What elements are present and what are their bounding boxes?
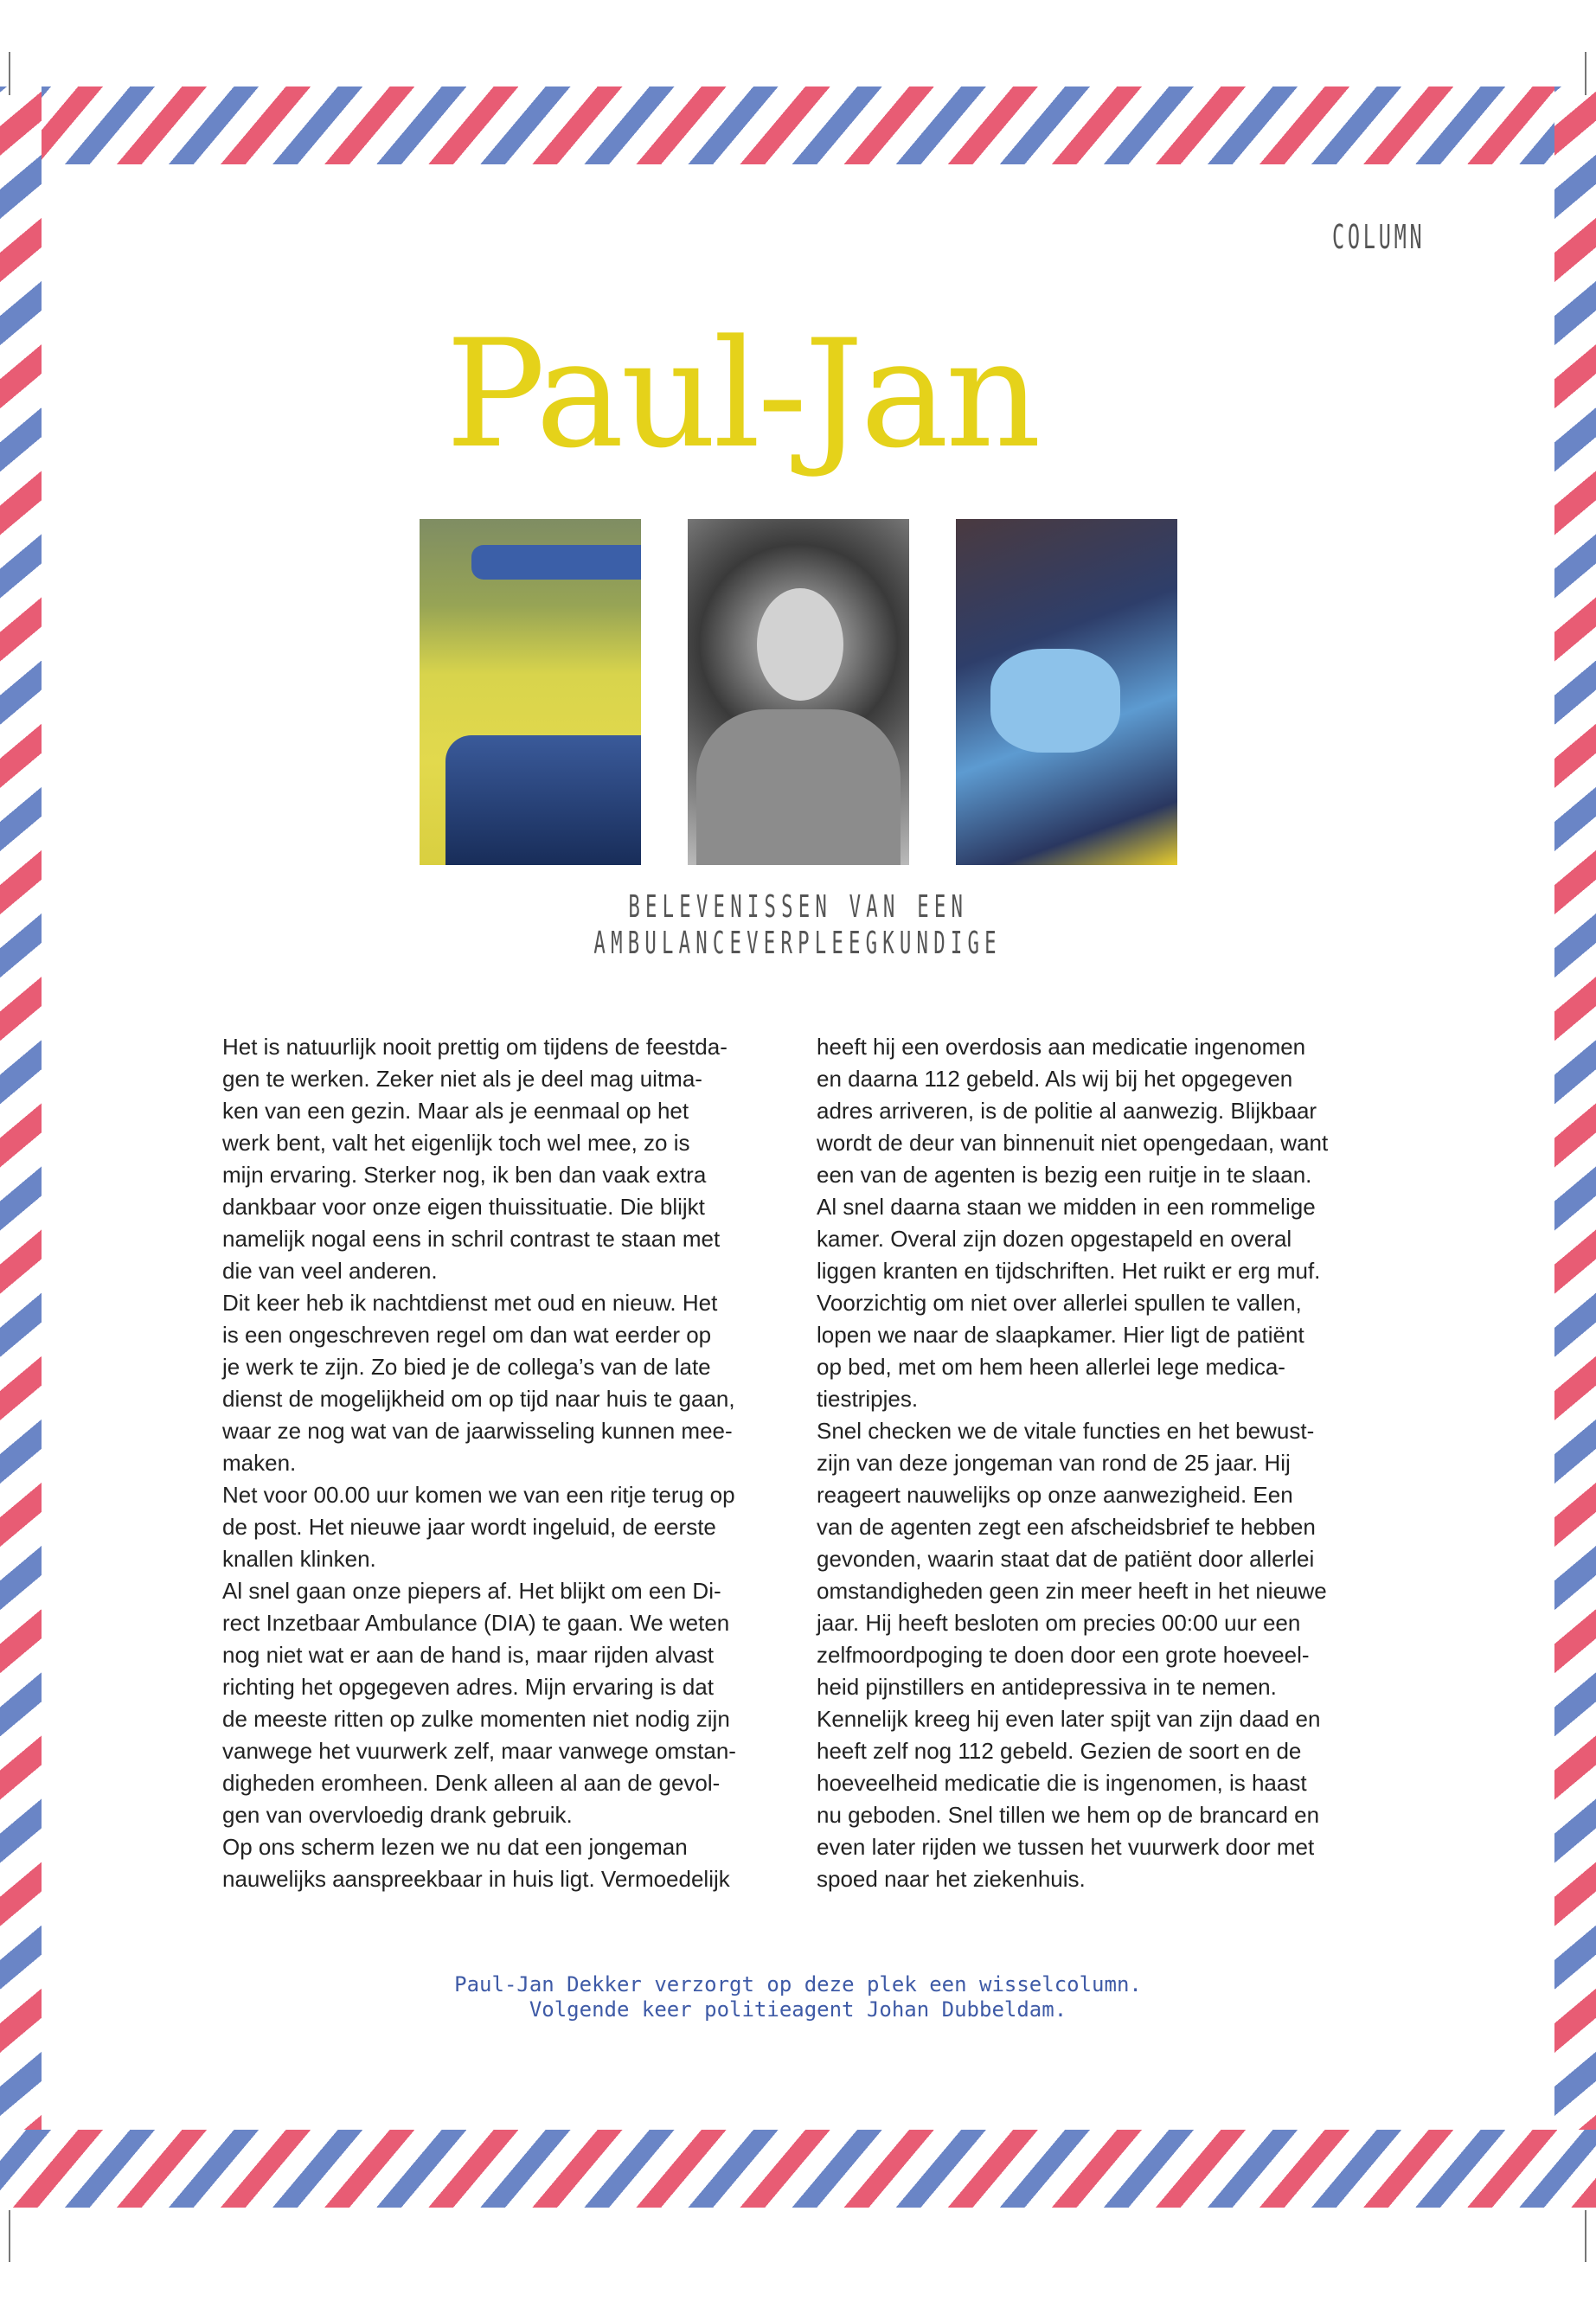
article-line: heeft hij een overdosis aan medicatie ingenomen: [817, 1034, 1306, 1060]
article-line: Het is natuurlijk nooit prettig om tijdens de feestda-: [222, 1034, 727, 1060]
article-line: Op ons scherm lezen we nu dat een jongeman: [222, 1834, 688, 1860]
article-line: hoeveelheid medicatie die is ingenomen, is haast: [817, 1770, 1307, 1796]
article-line: kamer. Overal zijn dozen opgestapeld en overal: [817, 1226, 1292, 1252]
footer-line: Paul-Jan Dekker verzorgt op deze plek een wisselcolumn.: [454, 1972, 1142, 1997]
article-line: Dit keer heb ik nachtdienst met oud en nieuw. Het: [222, 1290, 718, 1316]
article-line: nog niet wat er aan de hand is, maar rijden alvast: [222, 1642, 715, 1668]
portrait-photo: [688, 519, 909, 865]
subtitle-line: BELEVENISSEN VAN EEN: [628, 889, 968, 925]
article-line: digheden eromheen. Denk alleen al aan de gevol-: [222, 1770, 721, 1796]
section-label: COLUMN: [1332, 218, 1426, 256]
article-line: heeft zelf nog 112 gebeld. Gezien de soort en de: [817, 1738, 1302, 1764]
ambulance-windshield: [445, 735, 641, 865]
article-line: wordt de deur van binnenuit niet opengedaan, want: [817, 1130, 1329, 1156]
article-line: Kennelijk kreeg hij even later spijt van zijn daad en: [817, 1706, 1321, 1732]
article-line: een van de agenten is bezig een ruitje in te slaan.: [817, 1162, 1312, 1188]
article-line: de meeste ritten op zulke momenten niet nodig zijn: [222, 1706, 730, 1732]
article-column-left: [222, 1031, 776, 1895]
article-line: van de agenten zegt een afscheidsbrief te hebben: [817, 1514, 1316, 1540]
border-stripe-bottom: [0, 2130, 1596, 2208]
article-line: Net voor 00.00 uur komen we van een ritje terug op: [222, 1482, 735, 1508]
article-line: tiestripjes.: [817, 1386, 919, 1412]
crop-mark: [1585, 2210, 1586, 2262]
ambulance-lightbar: [471, 545, 641, 580]
portrait-jacket: [696, 709, 901, 865]
article-line: gen te werken. Zeker niet als je deel mag uitma-: [222, 1066, 702, 1092]
portrait-face: [757, 588, 843, 701]
article-line: maken.: [222, 1450, 297, 1476]
article-line: namelijk nogal eens in schril contrast te staan met: [222, 1226, 721, 1252]
article-line: dankbaar voor onze eigen thuissituatie. Die blijkt: [222, 1194, 705, 1220]
article-line: jaar. Hij heeft besloten om precies 00:00 uur een: [817, 1610, 1301, 1636]
article-line: Snel checken we de vitale functies en het bewust-: [817, 1418, 1315, 1444]
footer-line: Volgende keer politieagent Johan Dubbeldam.: [529, 1997, 1067, 2022]
article-line: die van veel anderen.: [222, 1258, 438, 1284]
ambulance-photo: [420, 519, 641, 865]
article-line: lopen we naar de slaapkamer. Hier ligt de patiënt: [817, 1322, 1304, 1348]
article-line: je werk te zijn. Zo bied je de collega’s van de late: [222, 1354, 711, 1380]
gloves-photo: [956, 519, 1177, 865]
article-line: zijn van deze jongeman van rond de 25 jaar. Hij: [817, 1450, 1291, 1476]
article-line: heid pijnstillers en antidepressiva in te nemen.: [817, 1674, 1277, 1700]
article-line: nauwelijks aanspreekbaar in huis ligt. Vermoedelijk: [222, 1866, 730, 1892]
footer-note: [0, 1972, 1596, 2022]
article-line: spoed naar het ziekenhuis.: [817, 1866, 1086, 1892]
article-line: Al snel gaan onze piepers af. Het blijkt om een Di-: [222, 1578, 721, 1604]
article-line: Voorzichtig om niet over allerlei spullen te vallen,: [817, 1290, 1302, 1316]
gloves-hands: [990, 649, 1120, 753]
article-line: en daarna 112 gebeld. Als wij bij het opgegeven: [817, 1066, 1293, 1092]
border-stripe-right: [1554, 87, 1596, 2208]
article-line: werk bent, valt het eigenlijk toch wel mee, zo is: [222, 1130, 690, 1156]
article-line: rect Inzetbaar Ambulance (DIA) te gaan. We weten: [222, 1610, 730, 1636]
article-line: nu geboden. Snel tillen we hem op de brancard en: [817, 1802, 1320, 1828]
article-line: vanwege het vuurwerk zelf, maar vanwege omstan-: [222, 1738, 736, 1764]
article-line: knallen klinken.: [222, 1546, 376, 1572]
article-line: adres arriveren, is de politie al aanwezig. Blijkbaar: [817, 1098, 1317, 1124]
article-line: Al snel daarna staan we midden in een rommelige: [817, 1194, 1316, 1220]
article-line: richting het opgegeven adres. Mijn ervaring is dat: [222, 1674, 714, 1700]
article-line: op bed, met om hem heen allerlei lege medica-: [817, 1354, 1285, 1380]
article-line: mijn ervaring. Sterker nog, ik ben dan vaak extra: [222, 1162, 707, 1188]
article-line: gen van overvloedig drank gebruik.: [222, 1802, 573, 1828]
article-line: de post. Het nieuwe jaar wordt ingeluid, de eerste: [222, 1514, 716, 1540]
crop-mark: [1585, 52, 1586, 95]
page-title: Paul-Jan: [445, 307, 1038, 481]
border-stripe-left: [0, 87, 42, 2208]
article-line: dienst de mogelijkheid om op tijd naar huis te gaan,: [222, 1386, 735, 1412]
crop-mark: [9, 2210, 10, 2262]
article-line: gevonden, waarin staat dat de patiënt door allerlei: [817, 1546, 1315, 1572]
subtitle: [0, 889, 1596, 962]
article-line: is een ongeschreven regel om dan wat eerder op: [222, 1322, 712, 1348]
subtitle-line: AMBULANCEVERPLEEGKUNDIGE: [593, 926, 1003, 961]
article-line: reageert nauwelijks op onze aanwezigheid. Een: [817, 1482, 1293, 1508]
article-line: zelfmoordpoging te doen door een grote hoeveel-: [817, 1642, 1310, 1668]
article-line: omstandigheden geen zin meer heeft in het nieuwe: [817, 1578, 1327, 1604]
article-line: liggen kranten en tijdschriften. Het ruikt er erg muf.: [817, 1258, 1321, 1284]
border-stripe-top: [0, 87, 1596, 164]
crop-mark: [9, 52, 10, 95]
article-line: ken van een gezin. Maar als je eenmaal op het: [222, 1098, 689, 1124]
article-column-right: [817, 1031, 1370, 1895]
article-line: even later rijden we tussen het vuurwerk door met: [817, 1834, 1315, 1860]
article-line: waar ze nog wat van de jaarwisseling kunnen mee-: [222, 1418, 733, 1444]
